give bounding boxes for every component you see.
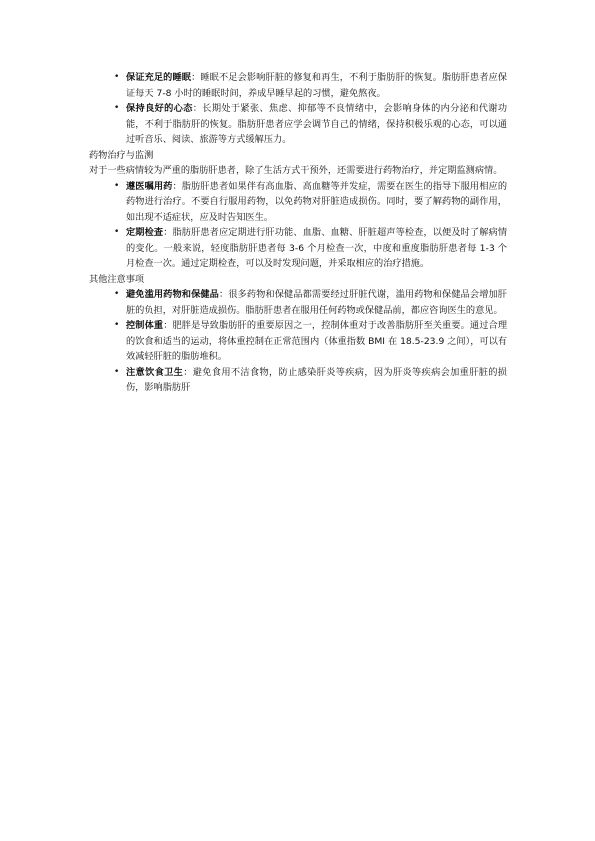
list-item [89,225,507,272]
item-term: 避免滥用药物和保健品 [126,289,219,300]
item-text: ：脂肪肝患者应定期进行肝功能、血脂、血糖、肝脏超声等检查，以便及时了解病情的变化。一般来说，轻度脂肪肝患者每 3-6 个月检查一次，中度和重度脂肪肝患者每 1-3 个月检查一次。通过定期检查，可以及时发现问题，并采取相应的治疗措施。 [126,227,508,269]
list-item [89,365,507,396]
bullet-icon: • [114,320,120,330]
item-term: 控制体重 [126,320,164,331]
item-term: 注意饮食卫生 [126,366,184,378]
item-text: ：肥胖是导致脂肪肝的重要原因之一，控制体重对于改善脂肪肝至关重要。通过合理的饮食和适当的运动，将体重控制在正常范围内（体重指数 BMI 在 18.5-23.9 之间），可以有效减轻肝脏的脂肪堆积。 [126,320,508,362]
lifestyle-list [89,70,507,148]
list-item [89,70,507,101]
list-item [89,179,507,226]
item-term: 定期检查 [126,227,164,238]
item-text: ：脂肪肝患者如果伴有高血脂、高血糖等并发症，需要在医生的指导下服用相应的药物进行治疗。不要自行服用药物，以免药物对肝脏造成损伤。同时，要了解药物的副作用，如出现不适症状，应及时告知医生。 [126,180,508,223]
item-text: ：长期处于紧张、焦虑、抑郁等不良情绪中，会影响身体的内分泌和代谢功能，不利于脂肪肝的恢复。脂肪肝患者应学会调节自己的情绪，保持积极乐观的心态，可以通过听音乐、阅读、旅游等方式缓解压力。 [126,103,508,145]
document-body [89,70,507,396]
bullet-icon: • [114,180,120,191]
other-notes-list [89,287,507,396]
section-intro: 对于一些病情较为严重的脂肪肝患者，除了生活方式干预外，还需要进行药物治疗，并定期监测病情。 [89,165,503,176]
bullet-icon: • [114,103,120,113]
section-heading: 其他注意事项 [89,273,145,285]
item-term: 遵医嘱用药 [126,180,173,192]
list-item [89,287,507,318]
bullet-icon: • [114,289,120,299]
bullet-icon: • [114,227,120,237]
list-item [89,101,507,148]
bullet-icon: • [114,366,120,377]
item-term: 保持良好的心态 [126,103,193,114]
bullet-icon: • [114,72,120,82]
item-term: 保证充足的睡眠 [126,72,192,83]
section-heading: 药物治疗与监测 [89,149,154,161]
medication-list [89,179,507,272]
item-text: ：很多药物和保健品都需要经过肝脏代谢，滥用药物和保健品会增加肝脏的负担，对肝脏造成损伤。脂肪肝患者在服用任何药物或保健品前，都应咨询医生的意见。 [126,289,507,316]
item-text: ：睡眠不足会影响肝脏的修复和再生，不利于脂肪肝的恢复。脂肪肝患者应保证每天 7-8 小时的睡眠时间，养成早睡早起的习惯，避免熬夜。 [126,72,508,99]
list-item [89,318,507,365]
item-text: ：避免食用不洁食物，防止感染肝炎等疾病，因为肝炎等疾病会加重肝脏的损伤，影响脂肪肝 [126,366,507,393]
